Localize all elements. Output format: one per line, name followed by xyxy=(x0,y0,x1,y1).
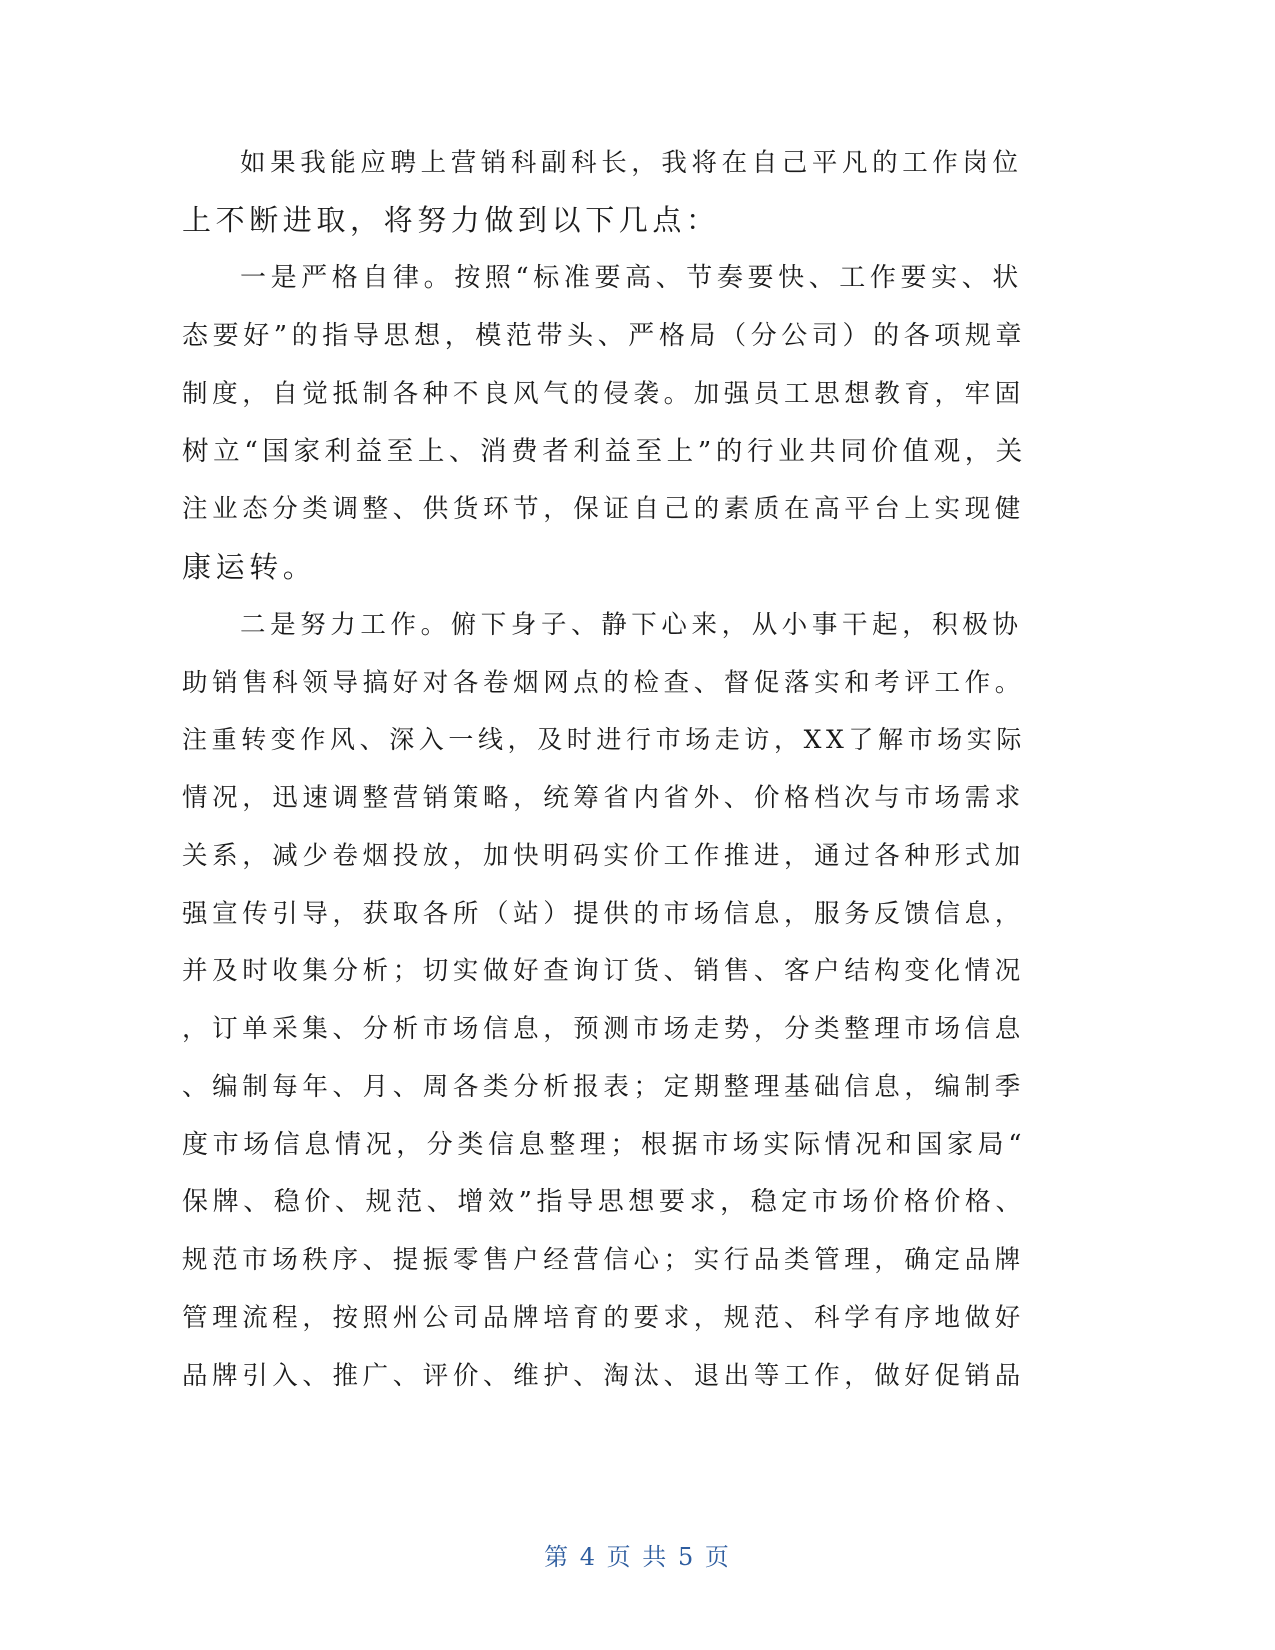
text-line: 关系，减少卷烟投放，加快明码实价工作推进，通过各种形式加 xyxy=(182,841,1025,871)
text-line: 品牌引入、推广、评价、维护、淘汰、退出等工作，做好促销品 xyxy=(182,1361,1025,1391)
page-number-footer: 第 4 页 共 5 页 xyxy=(544,1543,731,1571)
text-line: ，订单采集、分析市场信息，预测市场走势，分类整理市场信息 xyxy=(182,1014,1025,1044)
text-line: 管理流程，按照州公司品牌培育的要求，规范、科学有序地做好 xyxy=(182,1303,1025,1333)
text-line: 并及时收集分析；切实做好查询订货、销售、客户结构变化情况 xyxy=(182,956,1025,986)
text-line: 注业态分类调整、供货环节，保证自己的素质在高平台上实现健 xyxy=(182,494,1025,524)
text-line: 注重转变作风、深入一线，及时进行市场走访，XX了解市场实际 xyxy=(182,725,1026,754)
text-line: 一是严格自律。按照“标准要高、节奏要快、工作要实、状 xyxy=(240,263,1023,293)
text-line: 态要好”的指导思想，模范带头、严格局（分公司）的各项规章 xyxy=(182,321,1027,351)
text-line: 制度，自觉抵制各种不良风气的侵袭。加强员工思想教育，牢固 xyxy=(182,379,1025,409)
text-line: 二是努力工作。俯下身子、静下心来，从小事干起，积极协 xyxy=(240,610,1023,640)
text-line: 康运转。 xyxy=(182,550,317,584)
text-line: 、编制每年、月、周各类分析报表；定期整理基础信息，编制季 xyxy=(182,1072,1025,1102)
text-line: 助销售科领导搞好对各卷烟网点的检查、督促落实和考评工作。 xyxy=(182,668,1025,698)
text-line: 情况，迅速调整营销策略，统筹省内省外、价格档次与市场需求 xyxy=(182,783,1025,813)
text-line: 强宣传引导，获取各所（站）提供的市场信息，服务反馈信息， xyxy=(182,899,1025,929)
text-line: 度市场信息情况，分类信息整理；根据市场实际情况和国家局“ xyxy=(182,1130,1027,1160)
text-line: 规范市场秩序、提振零售户经营信心；实行品类管理，确定品牌 xyxy=(182,1245,1025,1275)
text-line: 如果我能应聘上营销科副科长，我将在自己平凡的工作岗位 xyxy=(240,148,1023,178)
text-line: 树立“国家利益至上、消费者利益至上”的行业共同价值观，关 xyxy=(182,436,1027,467)
text-line: 保牌、稳价、规范、增效”指导思想要求，稳定市场价格价格、 xyxy=(182,1187,1027,1217)
text-line: 上不断进取，将努力做到以下几点： xyxy=(182,203,720,237)
